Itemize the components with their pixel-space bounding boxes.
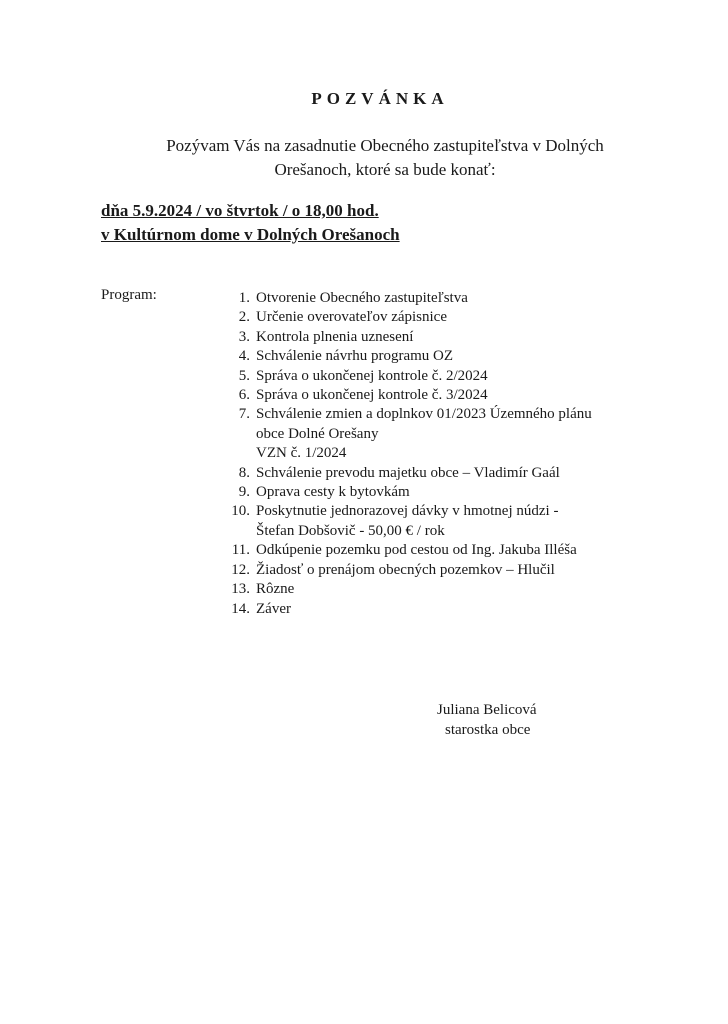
agenda-item-number: 9. [238,484,250,501]
agenda-list [210,289,670,619]
agenda-item-number: 1. [238,290,250,306]
meeting-date: dňa 5.9.2024 / vo štvrtok / o 18,00 hod. [101,201,379,220]
meeting-place: v Kultúrnom dome v Dolných Orešanoch [101,225,400,244]
agenda-item [210,367,670,386]
agenda-item-number: 13. [231,581,250,598]
agenda-item [210,541,670,560]
agenda-item [210,464,670,483]
agenda-item-continuation: Štefan Dobšovič - 50,00 € / rok [256,522,445,539]
program-label: Program: [101,287,157,303]
meeting-details [101,199,400,247]
document-title: POZVÁNKA [311,89,449,108]
agenda-item [210,328,670,347]
agenda-item-text: Správa o ukončenej kontrole č. 2/2024 [256,367,488,384]
agenda-item [210,405,670,424]
intro-line-1: Pozývam Vás na zasadnutie Obecného zastupiteľstva v Dolných [166,136,604,155]
agenda-item [210,386,670,405]
agenda-item-text: Oprava cesty k bytovkám [256,484,410,501]
signatory-role: starostka obce [445,722,531,738]
agenda-item-number: 11. [231,542,250,559]
agenda-item-text: Žiadosť o prenájom obecných pozemkov – Hlučil [256,561,555,578]
agenda-item-continuation: obce Dolné Orešany [256,425,379,442]
agenda-item [210,600,670,619]
agenda-item-text: Rôzne [256,581,295,598]
intro-line-2: Orešanoch, ktoré sa bude konať: [274,160,496,179]
agenda-item-text: Odkúpenie pozemku pod cestou od Ing. Jakuba Illéša [256,542,577,559]
agenda-item-number: 6. [238,387,250,404]
agenda-item [210,502,670,521]
intro-paragraph [0,134,728,182]
agenda-item [210,347,670,366]
agenda-item-number: 12. [231,561,250,578]
agenda-item-text: Otvorenie Obecného zastupiteľstva [256,290,468,306]
agenda-item-continuation: VZN č. 1/2024 [256,445,347,462]
agenda-item [210,580,670,599]
agenda-item-text: Kontrola plnenia uznesení [256,328,414,345]
agenda-item-number: 2. [238,309,250,326]
agenda-item-text: Schválenie zmien a doplnkov 01/2023 Územného plánu [256,406,592,423]
agenda-item-number: 5. [238,367,250,384]
agenda-item [210,308,670,327]
agenda-item-text: Určenie overovateľov zápisnice [256,309,448,326]
agenda-item-number: 14. [231,600,250,617]
agenda-item-number: 3. [238,328,250,345]
agenda-item-number: 4. [238,348,250,365]
agenda-item-text: Schválenie prevodu majetku obce – Vladimír Gaál [256,464,560,481]
agenda-item-text: Schválenie návrhu programu OZ [256,348,454,365]
agenda-item [210,561,670,580]
agenda-item [210,289,670,308]
signatory-name: Juliana Belicová [437,702,537,718]
signature-block [437,700,537,740]
agenda-item-number: 10. [231,503,250,520]
agenda-item [210,483,670,502]
agenda-item-text: Poskytnutie jednorazovej dávky v hmotnej núdzi - [256,503,559,520]
agenda-item-number: 7. [238,406,250,423]
agenda-item-number: 8. [238,464,250,481]
agenda-item-text: Správa o ukončenej kontrole č. 3/2024 [256,387,488,404]
agenda-item-text: Záver [256,600,291,617]
